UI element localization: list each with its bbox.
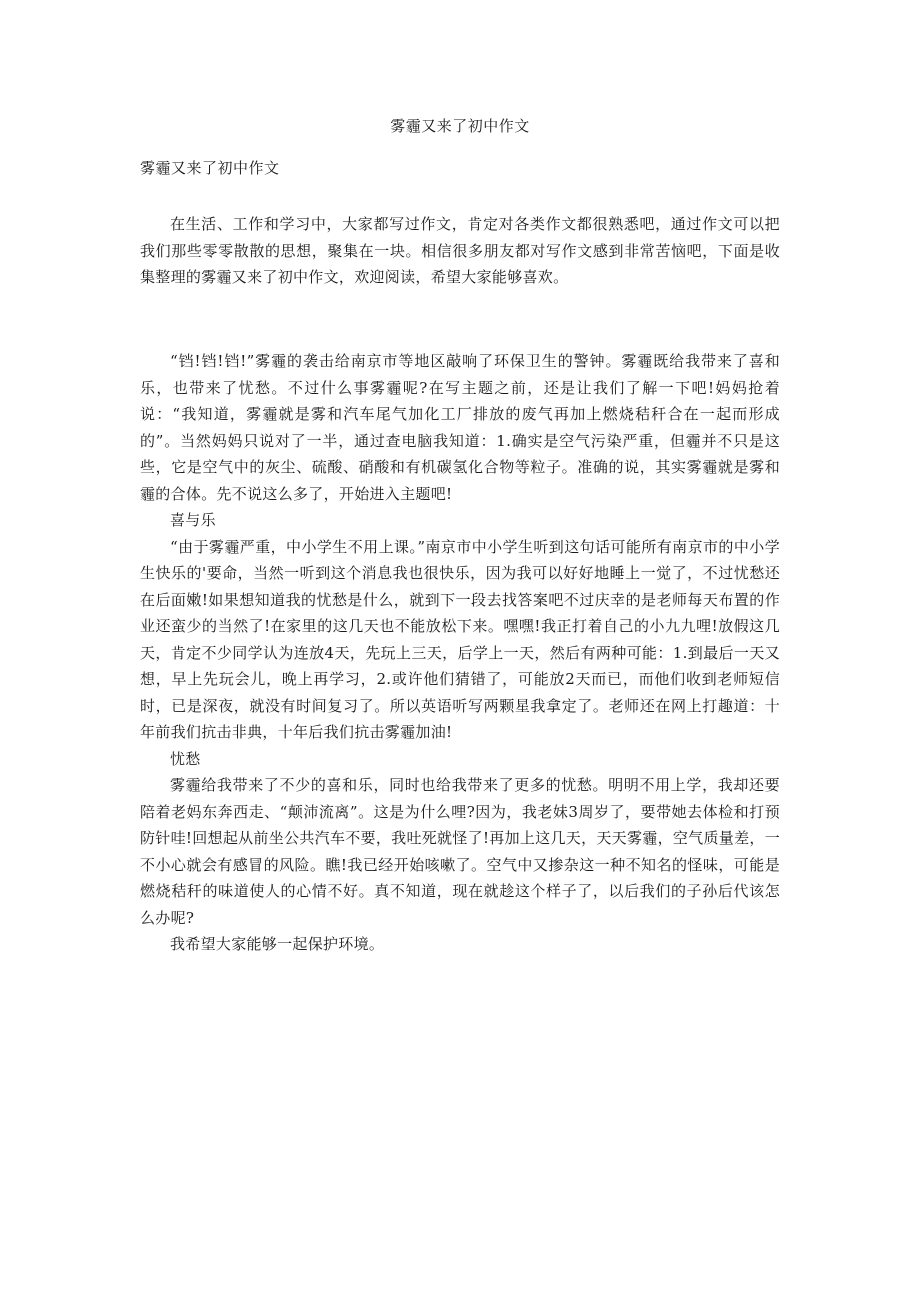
section-heading-worry: 忧愁 [170,749,201,768]
essay-paragraph-3: 雾霾给我带来了不少的喜和乐，同时也给我带来了更多的忧愁。明明不用上学，我却还要陪着老妈东奔西走、“颠沛流离”。这是为什么哩?因为，我老妹3周岁了，要带她去体检和打预防针哇!回想起从前坐公共汽车不要，我吐死就怪了!再加上这几天，天天雾霾，空气质量差，一不小心就会有感冒的风险。瞧!我已经开始咳嗽了。空气中又掺杂这一种不知名的怪味，可能是燃烧秸秆的味道使人的心情不好。真不知道，现在就趁这个样子了，以后我们的子孙后代该怎么办呢? [140,776,780,927]
page-title: 雾霾又来了初中作文 [390,117,530,135]
essay-paragraph-2: “由于雾霾严重，中小学生不用上课。”南京市中小学生听到这句话可能所有南京市的中小学生快乐的'要命，当然一听到这个消息我也很快乐，因为我可以好好地睡上一觉了，不过忧愁还在后面嫩!如果想知道我的忧愁是什么，就到下一段去找答案吧不过庆幸的是老师每天布置的作业还蛮少的当然了!在家里的这几天也不能放松下来。嘿嘿!我正打着自己的小九九哩!放假这几天，肯定不少同学认为连放4天，先玩上三天，后学上一天，然后有两种可能：1.到最后一天又想，早上先玩会儿，晚上再学习，2.或许他们猜错了，可能放2天而已，而他们收到老师短信时，已是深夜，就没有时间复习了。所以英语听写两颗星我拿定了。老师还在网上打趣道：十年前我们抗击非典，十年后我们抗击雾霾加油! [140,537,780,741]
intro-section [140,211,780,291]
section-heading-joy: 喜与乐 [170,511,216,529]
intro-paragraph: 在生活、工作和学习中，大家都写过作文，肯定对各类作文都很熟悉吧，通过作文可以把我们那些零零散散的思想，聚集在一块。相信很多朋友都对写作文感到非常苦恼吧，下面是收集整理的雾霾又来了初中作文，欢迎阅读，希望大家能够喜欢。 [140,215,780,286]
essay-paragraph-4: 我希望大家能够一起保护环境。 [170,935,385,953]
essay-paragraph-1: “铛!铛!铛!”雾霾的袭击给南京市等地区敲响了环保卫生的警钟。雾霾既给我带来了喜和乐，也带来了忧愁。不过什么事雾霾呢?在写主题之前，还是让我们了解一下吧!妈妈抢着说：“我知道，雾霾就是雾和汽车尾气加化工厂排放的废气再加上燃烧秸秆合在一起而形成的”。当然妈妈只说对了一半，通过查电脑我知道：1.确实是空气污染严重，但霾并不只是这些，它是空气中的灰尘、硫酸、硝酸和有机碳氢化合物等粒子。准确的说，其实雾霾就是雾和霾的合体。先不说这么多了，开始进入主题吧! [140,352,780,503]
document-subtitle: 雾霾又来了初中作文 [140,159,280,177]
essay-body [140,348,780,958]
